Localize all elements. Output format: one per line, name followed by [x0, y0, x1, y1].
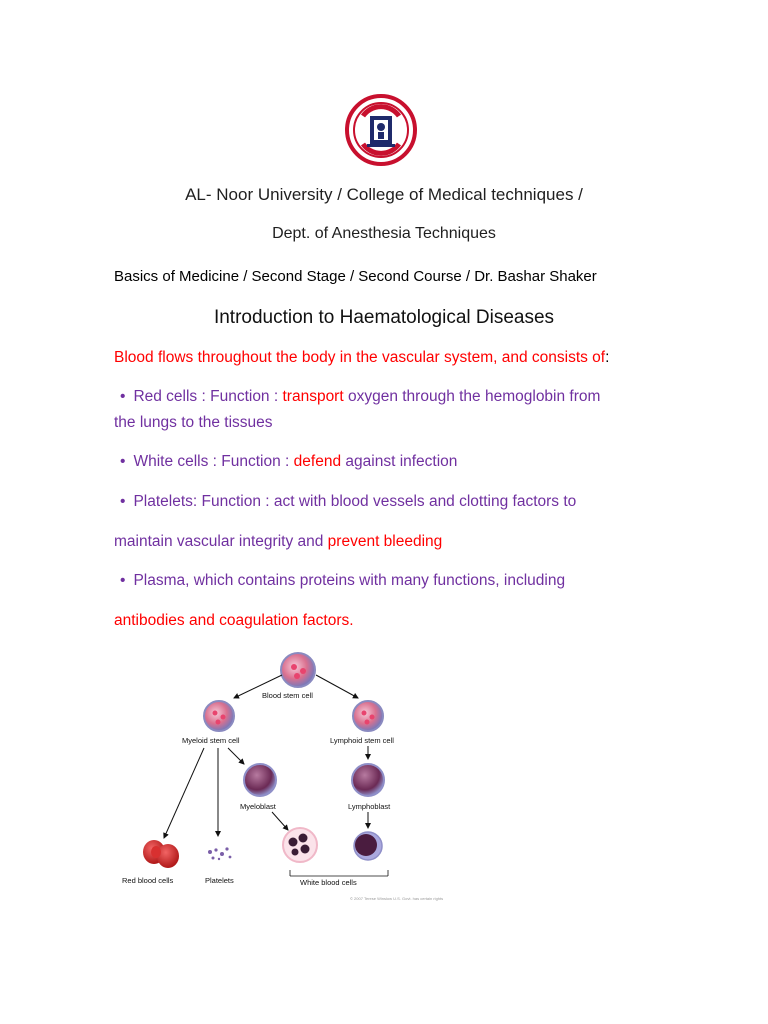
bullet-plasma: •: [120, 572, 126, 589]
header-university: AL- Noor University / College of Medical techniques /: [185, 185, 583, 204]
bullet-white-cells: •: [120, 453, 126, 470]
lymphoblast-icon: [352, 764, 384, 796]
lymphocyte-icon: [354, 832, 382, 860]
label-myeloblast: Myeloblast: [240, 802, 276, 811]
label-red-blood-cells: Red blood cells: [122, 876, 174, 885]
bullet-red-cells: •: [120, 388, 126, 405]
platelets-item: [114, 489, 576, 515]
myeloblast-icon: [244, 764, 276, 796]
red-cells-rest: oxygen through the hemoglobin from: [343, 388, 601, 405]
label-white-blood-cells: White blood cells: [300, 878, 357, 887]
blood-stem-cell-icon: [281, 653, 315, 687]
label-lymphoid-stem-cell: Lymphoid stem cell: [330, 736, 394, 745]
header-department: Dept. of Anesthesia Techniques: [272, 225, 496, 242]
bullet-platelets: •: [120, 493, 126, 510]
course-subtitle: Basics of Medicine / Second Stage / Second Course / Dr. Bashar Shaker: [114, 268, 597, 285]
platelets-label: Platelets: Function : act with blood vessels and clotting factors to: [133, 493, 577, 510]
platelets-line2: [114, 529, 442, 555]
white-cells-label: White cells : Function :: [133, 453, 294, 470]
white-cells-item: [114, 449, 457, 475]
plasma-label: Plasma, which contains proteins with many functions, including: [133, 572, 566, 589]
plasma-item: [114, 568, 565, 594]
hematopoiesis-diagram: [112, 640, 444, 912]
red-cells-highlight: transport: [282, 388, 344, 405]
red-cells-item: [114, 384, 654, 436]
lymphoid-stem-cell-icon: [353, 701, 383, 731]
intro-colon: :: [605, 349, 610, 366]
red-cells-line2: the lungs to the tissues: [114, 414, 273, 431]
university-logo: [345, 94, 417, 166]
white-cells-rest: against infection: [341, 453, 458, 470]
label-platelets: Platelets: [205, 876, 234, 885]
platelets-line2-red: prevent bleeding: [327, 533, 443, 550]
platelets-icon: [208, 847, 231, 860]
platelets-line2-purple: maintain vascular integrity and: [114, 533, 328, 550]
neutrophil-icon: [283, 828, 317, 862]
plasma-line2: antibodies and coagulation factors.: [114, 612, 354, 629]
label-myeloid-stem-cell: Myeloid stem cell: [182, 736, 240, 745]
intro-text: Blood flows throughout the body in the vascular system, and consists of: [114, 349, 606, 366]
label-lymphoblast: Lymphoblast: [348, 802, 391, 811]
red-cells-label: Red cells : Function :: [133, 388, 283, 405]
myeloid-stem-cell-icon: [204, 701, 234, 731]
image-credit: © 2007 Terese Winslow U.S. Govt. has certain rights: [350, 896, 444, 901]
red-blood-cells-icon: [143, 840, 179, 868]
document-title: Introduction to Haematological Diseases: [213, 307, 555, 328]
label-blood-stem-cell: Blood stem cell: [262, 691, 313, 700]
intro-paragraph: [114, 345, 609, 371]
white-cells-highlight: defend: [293, 453, 342, 470]
